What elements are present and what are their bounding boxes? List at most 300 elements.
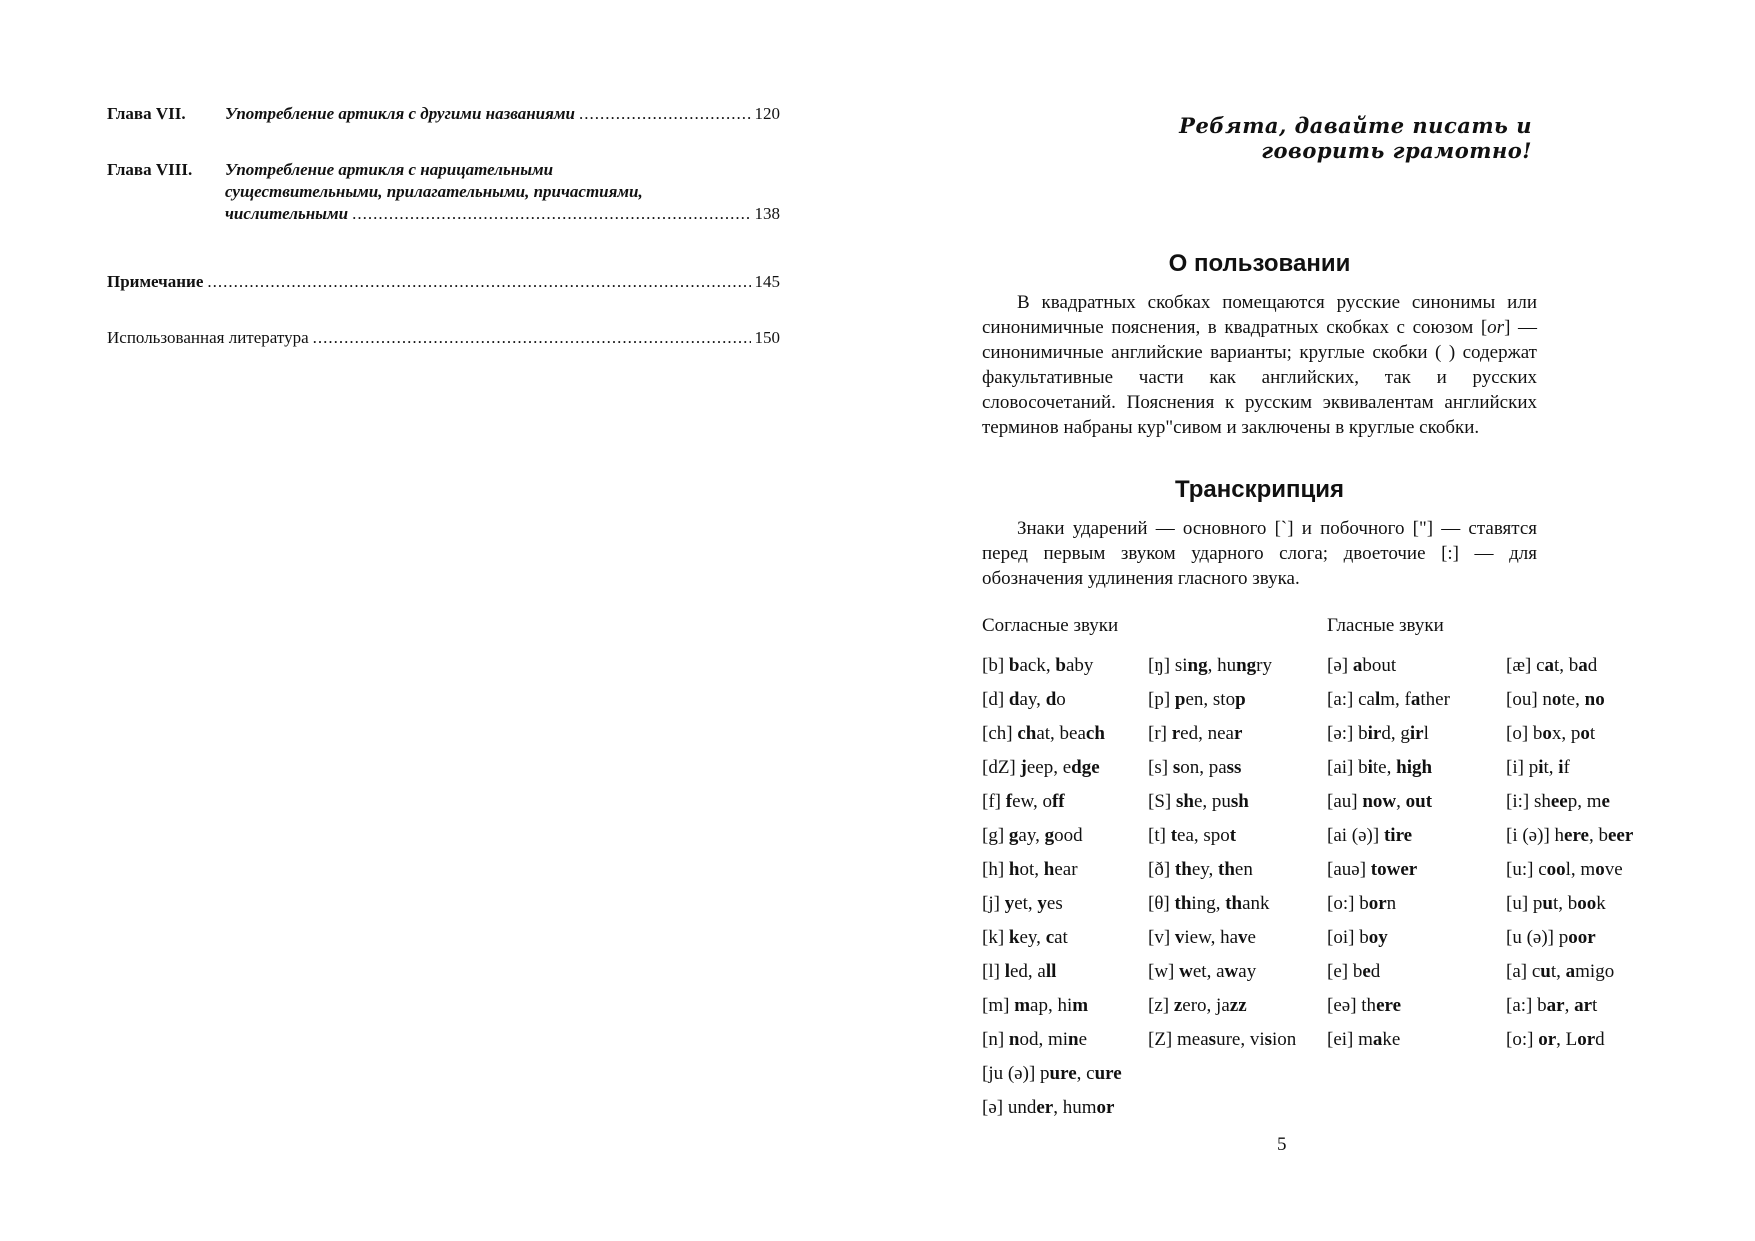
sound-example-text: l, m	[1565, 859, 1596, 880]
sound-example-bold: r	[1233, 723, 1243, 744]
sound-example-text: d	[1595, 1029, 1605, 1050]
consonants-column-1	[982, 649, 1122, 1125]
sound-entry	[982, 887, 1122, 921]
sound-entry	[1506, 751, 1633, 785]
consonants-label: Согласные звуки	[982, 615, 1119, 636]
sound-example-text: [u]	[1506, 893, 1533, 914]
sound-example-text: te,	[1372, 757, 1397, 778]
sound-example-text: und	[1007, 1097, 1037, 1118]
sound-example-text: ew, o	[1012, 791, 1052, 812]
sound-example-text: t	[1589, 723, 1596, 744]
usage-heading: О пользовании	[1168, 250, 1351, 277]
sound-example-bold: ure	[1049, 1063, 1077, 1084]
sound-example-text: ve	[1604, 859, 1623, 880]
sound-example-bold: ll	[1045, 961, 1057, 982]
sound-example-bold: n	[1068, 1029, 1079, 1050]
toc-entry	[107, 271, 780, 293]
sound-example-text: , hu	[1207, 655, 1237, 676]
sound-example-text: [ə]	[982, 1097, 1008, 1118]
sound-example-text: k	[1596, 893, 1606, 914]
sound-example-text: [n]	[982, 1029, 1009, 1050]
sound-example-text: [l]	[982, 961, 1005, 982]
sound-entry	[982, 1091, 1122, 1125]
motto: Ребята, давайте писать и говорить грамотно!	[1179, 113, 1532, 163]
sound-example-bold: j	[1020, 757, 1027, 778]
sound-example-text: t,	[1543, 757, 1559, 778]
sound-example-text: e, pu	[1193, 791, 1231, 812]
sound-example-text: [b]	[982, 655, 1009, 676]
sound-example-bold: i	[1558, 757, 1564, 778]
sound-example-bold: th	[1218, 859, 1235, 880]
sound-entry	[1327, 785, 1450, 819]
sound-example-bold: e	[1601, 791, 1610, 812]
sound-entry	[1327, 989, 1450, 1023]
sound-example-text: [u (ə)]	[1506, 927, 1559, 948]
sound-entry	[1327, 921, 1450, 955]
toc-label: Глава VII.	[107, 104, 186, 123]
sound-example-bold: s	[1172, 757, 1181, 778]
sound-entry	[1506, 921, 1633, 955]
sound-example-text: [ai]	[1327, 757, 1359, 778]
sound-example-text: et, a	[1192, 961, 1225, 982]
sound-example-text: [s]	[1148, 757, 1173, 778]
sound-example-bold: ng	[1187, 655, 1208, 676]
sound-example-bold: a	[1372, 1029, 1383, 1050]
sound-example-text: sh	[1533, 791, 1551, 812]
sound-example-text: on, pa	[1180, 757, 1227, 778]
sound-example-text: [j]	[982, 893, 1005, 914]
sound-example-bold: y	[1004, 893, 1015, 914]
sound-entry	[1327, 649, 1450, 683]
toc-title	[225, 159, 780, 225]
sound-example-text: e	[1078, 1029, 1088, 1050]
sound-example-text: ood	[1054, 825, 1083, 846]
sound-example-text: migo	[1575, 961, 1615, 982]
sound-example-bold: out	[1405, 791, 1433, 812]
sound-example-text: t,	[1550, 961, 1566, 982]
sound-example-bold: u	[1540, 961, 1551, 982]
sound-example-bold: u	[1542, 893, 1553, 914]
sound-example-text: d, g	[1381, 723, 1410, 744]
sound-example-bold: k	[1008, 927, 1020, 948]
sound-example-text: [m]	[982, 995, 1015, 1016]
sound-example-bold: dge	[1071, 757, 1100, 778]
sound-example-text: od, mi	[1019, 1029, 1069, 1050]
vowels-column-2	[1506, 649, 1633, 1057]
sound-example-bold: e	[1362, 961, 1371, 982]
usage-text-part1: В квадратных скобках помещаются русские синонимы или синонимичные пояснения, в квадратных скобках с союзом [	[982, 292, 1537, 338]
sound-entry	[1327, 955, 1450, 989]
sound-example-text: b	[1359, 927, 1369, 948]
vowels-label: Гласные звуки	[1327, 615, 1444, 636]
sound-example-text: [auə]	[1327, 859, 1371, 880]
sound-example-bold: eer	[1608, 825, 1634, 846]
sound-entry	[1506, 819, 1633, 853]
sound-example-text: p	[1528, 757, 1539, 778]
sound-example-text: m, f	[1380, 689, 1411, 710]
sound-example-bold: ee	[1550, 791, 1568, 812]
sound-example-text: d	[1370, 961, 1381, 982]
sound-example-text: [i (ə)]	[1506, 825, 1555, 846]
sound-example-bold: z	[1173, 995, 1183, 1016]
sound-example-text: , b	[1589, 825, 1608, 846]
sound-example-bold: ch	[1017, 723, 1037, 744]
toc-dot-leader	[352, 203, 750, 225]
sound-entry	[1148, 955, 1296, 989]
sound-example-bold: d	[1045, 689, 1057, 710]
sound-entry	[1148, 887, 1296, 921]
sound-example-bold: f	[1005, 791, 1013, 812]
sound-example-bold: or	[1368, 893, 1387, 914]
sound-example-text: en, sto	[1185, 689, 1236, 710]
sound-example-bold: er	[1036, 1097, 1054, 1118]
sound-entry	[982, 921, 1122, 955]
transcription-paragraph	[982, 516, 1537, 591]
sound-entry	[982, 649, 1122, 683]
sound-example-bold: tire	[1383, 825, 1413, 846]
sound-entry	[982, 683, 1122, 717]
sound-example-text: c	[1538, 859, 1547, 880]
sound-example-text: n	[1386, 893, 1397, 914]
sound-example-bold: w	[1179, 961, 1193, 982]
sound-example-text: [ð]	[1148, 859, 1175, 880]
sound-example-text: iew, ha	[1184, 927, 1239, 948]
sound-example-bold: sh	[1230, 791, 1249, 812]
sound-example-bold: o	[1595, 859, 1605, 880]
sound-example-text: [oi]	[1327, 927, 1360, 948]
sound-example-bold: ere	[1564, 825, 1589, 846]
sound-example-bold: r	[1171, 723, 1181, 744]
sound-example-text: eep, e	[1026, 757, 1072, 778]
sound-example-bold: b	[1008, 655, 1020, 676]
sound-example-text: [ŋ]	[1148, 655, 1175, 676]
sound-example-text: [p]	[1148, 689, 1175, 710]
sound-example-text: p, m	[1567, 791, 1602, 812]
sound-example-text: l	[1423, 723, 1429, 744]
sound-example-text: [f]	[982, 791, 1006, 812]
sound-entry	[982, 955, 1122, 989]
sound-example-bold: th	[1174, 859, 1192, 880]
sound-entry	[982, 819, 1122, 853]
sound-example-bold: a	[1544, 655, 1555, 676]
sound-entry	[1148, 649, 1296, 683]
sound-example-bold: sh	[1175, 791, 1194, 812]
sound-entry	[1148, 819, 1296, 853]
sound-example-bold: c	[1045, 927, 1055, 948]
sound-entry	[1327, 819, 1450, 853]
toc-title	[225, 103, 780, 125]
sound-example-text: th	[1361, 995, 1377, 1016]
sound-entry	[1148, 921, 1296, 955]
sound-example-text: [u:]	[1506, 859, 1539, 880]
sound-example-text: ey,	[1019, 927, 1046, 948]
sound-example-bold: high	[1396, 757, 1433, 778]
sound-example-bold: p	[1235, 689, 1246, 710]
sound-example-text: [i]	[1506, 757, 1529, 778]
page-number: 5	[1277, 1134, 1287, 1155]
transcription-text: Знаки ударений — основного [`] и побочного ["] — ставятся перед первым звуком ударного слога; двоеточие [:] — для обозначения удлинения гласного звука.	[982, 518, 1537, 589]
vowels-column-1	[1327, 649, 1450, 1057]
sound-entry	[1148, 1023, 1296, 1057]
sound-example-text: e	[1247, 927, 1256, 948]
sound-example-bold: o	[1542, 723, 1552, 744]
sound-example-text: ry	[1256, 655, 1272, 676]
sound-example-bold: oor	[1568, 927, 1596, 948]
sound-example-text: [ou]	[1506, 689, 1543, 710]
sound-example-text: , L	[1556, 1029, 1578, 1050]
sound-entry	[982, 989, 1122, 1023]
sound-example-text: [a:]	[1506, 995, 1538, 1016]
sound-example-bold: ure	[1094, 1063, 1122, 1084]
sound-example-bold: h	[1043, 859, 1055, 880]
toc-title-line: Употребление артикля с другими названиями	[225, 104, 575, 123]
sound-example-text: ed, a	[1009, 961, 1046, 982]
sound-example-bold: a	[1410, 689, 1421, 710]
toc-entry	[107, 327, 780, 349]
sound-example-text: p	[1558, 927, 1569, 948]
sound-example-bold: w	[1224, 961, 1239, 982]
sound-example-text: [r]	[1148, 723, 1172, 744]
sound-example-text: en	[1234, 859, 1253, 880]
sound-entry	[1148, 989, 1296, 1023]
sound-example-text: [h]	[982, 859, 1009, 880]
sound-example-bold: y	[1037, 893, 1047, 914]
sound-example-text: [ei]	[1327, 1029, 1359, 1050]
sound-example-text: [o:]	[1327, 893, 1360, 914]
sound-example-bold: zz	[1229, 995, 1247, 1016]
sound-example-text: ot,	[1019, 859, 1044, 880]
sound-example-bold: a	[1565, 961, 1576, 982]
sound-example-text: h	[1554, 825, 1565, 846]
sound-example-text: [t]	[1148, 825, 1171, 846]
sound-example-text: [v]	[1148, 927, 1175, 948]
sound-entry	[982, 785, 1122, 819]
usage-text-or: or	[1487, 317, 1505, 338]
sound-example-text: ,	[1396, 791, 1406, 812]
sound-example-text: ay	[1238, 961, 1257, 982]
sound-example-bold: a	[1352, 655, 1363, 676]
sound-example-text: ing,	[1191, 893, 1226, 914]
sound-example-bold: s	[1264, 1029, 1273, 1050]
sound-example-bold: or	[1577, 1029, 1596, 1050]
sound-example-text: ca	[1358, 689, 1375, 710]
sound-example-text: [ju (ə)]	[982, 1063, 1041, 1084]
sound-example-bold: tower	[1370, 859, 1418, 880]
sound-entry	[1506, 955, 1633, 989]
usage-text-part2: ] — синонимичные английские варианты; круглые скобки ( ) содержат факультативные части как английских, так и русских словосочетаний. Пояснения к русским эквивалентам английских терминов набраны кур"сивом и заключены в круглые скобки.	[982, 317, 1537, 438]
toc-label: Глава VIII.	[107, 160, 193, 179]
sound-entry	[982, 751, 1122, 785]
sound-entry	[1148, 683, 1296, 717]
sound-example-text: at, bea	[1036, 723, 1086, 744]
sound-example-bold: or	[1096, 1097, 1115, 1118]
sound-entry	[1148, 751, 1296, 785]
sound-example-text: [ə:]	[1327, 723, 1359, 744]
sound-example-text: [ə]	[1327, 655, 1353, 676]
sound-example-text: si	[1174, 655, 1188, 676]
sound-example-bold: d	[1008, 689, 1020, 710]
sound-example-text: ay,	[1018, 825, 1045, 846]
sound-example-bold: th	[1174, 893, 1192, 914]
sound-entry	[982, 853, 1122, 887]
sound-example-text: [æ]	[1506, 655, 1537, 676]
sound-example-bold: ff	[1051, 791, 1065, 812]
sound-example-text: [S]	[1148, 791, 1176, 812]
sound-example-bold: s	[1208, 1029, 1217, 1050]
sound-example-bold: t	[1170, 825, 1178, 846]
sound-example-bold: ng	[1236, 655, 1257, 676]
sound-example-bold: oo	[1546, 859, 1566, 880]
sound-example-text: n	[1542, 689, 1552, 710]
toc-page: 120	[754, 104, 780, 123]
sound-example-text: b	[1537, 995, 1547, 1016]
sound-example-text: c	[1531, 961, 1541, 982]
sound-example-text: p	[1532, 893, 1543, 914]
left-page	[0, 0, 877, 1241]
toc-title-line: существительными, прилагательными, причастиями,	[225, 182, 643, 201]
sound-example-text: c	[1536, 655, 1545, 676]
toc-page: 145	[754, 272, 780, 291]
sound-example-text: t	[1592, 995, 1598, 1016]
sound-example-text: x, p	[1551, 723, 1581, 744]
toc-page: 138	[754, 204, 780, 223]
sound-example-text: f	[1563, 757, 1570, 778]
sound-example-text: b	[1358, 757, 1368, 778]
sound-example-bold: a	[1578, 655, 1588, 676]
sound-example-bold: v	[1174, 927, 1185, 948]
sound-entry	[1506, 989, 1633, 1023]
sound-entry	[1506, 887, 1633, 921]
sound-example-text: p	[1040, 1063, 1050, 1084]
sound-example-bold: v	[1238, 927, 1248, 948]
toc-title-line: числительными	[225, 204, 349, 223]
sound-example-text: [g]	[982, 825, 1009, 846]
sound-example-bold: h	[1008, 859, 1020, 880]
sound-example-bold: b	[1055, 655, 1066, 676]
sound-example-text: [a]	[1506, 961, 1532, 982]
sound-example-text: ear	[1054, 859, 1078, 880]
sound-example-text: ure, vi	[1216, 1029, 1265, 1050]
sound-example-text: [a:]	[1327, 689, 1359, 710]
sound-example-text: [k]	[982, 927, 1009, 948]
sound-entry	[1506, 683, 1633, 717]
sound-entry	[1327, 853, 1450, 887]
usage-paragraph	[982, 290, 1537, 440]
sound-example-bold: oo	[1577, 893, 1597, 914]
right-page	[877, 0, 1755, 1241]
sound-example-text: ack,	[1019, 655, 1056, 676]
sound-example-bold: ere	[1376, 995, 1402, 1016]
sound-entry	[1506, 1023, 1633, 1057]
sound-example-text: [eə]	[1327, 995, 1362, 1016]
sound-entry	[982, 1023, 1122, 1057]
sound-entry	[1506, 717, 1633, 751]
sound-example-text: te,	[1561, 689, 1585, 710]
sound-example-text: [dZ]	[982, 757, 1021, 778]
sound-example-text: b	[1359, 893, 1369, 914]
sound-example-text: [Z]	[1148, 1029, 1178, 1050]
sound-example-text: aby	[1065, 655, 1094, 676]
sound-example-bold: ch	[1085, 723, 1105, 744]
toc-title-line: Примечание	[107, 272, 204, 291]
sound-example-bold: i	[1367, 757, 1373, 778]
sound-example-text: t, b	[1554, 655, 1579, 676]
sound-entry	[1327, 717, 1450, 751]
sound-example-text: ,	[1564, 995, 1575, 1016]
sound-example-text: es	[1046, 893, 1063, 914]
sound-example-text: [w]	[1148, 961, 1180, 982]
sound-entry	[1327, 887, 1450, 921]
sound-example-text: [o:]	[1506, 1029, 1539, 1050]
sound-example-bold: m	[1014, 995, 1031, 1016]
sound-example-text: ther	[1420, 689, 1450, 710]
sound-example-bold: i	[1538, 757, 1544, 778]
sound-example-bold: p	[1174, 689, 1186, 710]
sound-example-text: ero, ja	[1182, 995, 1230, 1016]
sound-example-text: , hum	[1053, 1097, 1097, 1118]
sound-entry	[1327, 683, 1450, 717]
sound-example-text: ank	[1242, 893, 1270, 914]
sound-example-bold: or	[1538, 1029, 1557, 1050]
sound-example-text: , c	[1076, 1063, 1095, 1084]
sound-example-bold: g	[1008, 825, 1019, 846]
sound-example-text: [ch]	[982, 723, 1018, 744]
sound-example-bold: n	[1008, 1029, 1020, 1050]
sound-example-text: ap, hi	[1030, 995, 1073, 1016]
sound-example-bold: th	[1225, 893, 1243, 914]
sound-example-text: [z]	[1148, 995, 1174, 1016]
sound-entry	[1148, 785, 1296, 819]
sound-example-text: [d]	[982, 689, 1009, 710]
sound-example-bold: ar	[1546, 995, 1565, 1016]
sound-example-bold: ir	[1409, 723, 1424, 744]
toc-dot-leader	[579, 103, 751, 125]
toc-dot-leader	[313, 327, 751, 349]
sound-example-text: ea, spo	[1177, 825, 1230, 846]
sound-example-text: o	[1056, 689, 1066, 710]
sound-example-bold: o	[1551, 689, 1562, 710]
toc-title-line: Употребление артикля с нарицательными	[225, 160, 554, 179]
sound-example-text: d	[1587, 655, 1598, 676]
sound-example-text: at	[1054, 927, 1068, 948]
toc-page: 150	[754, 328, 780, 347]
sound-example-text: ed, nea	[1180, 723, 1234, 744]
sound-example-text: m	[1358, 1029, 1373, 1050]
sound-example-bold: l	[1004, 961, 1010, 982]
sound-example-text: bout	[1362, 655, 1397, 676]
sound-example-text: [ai (ə)]	[1327, 825, 1384, 846]
sound-example-text: mea	[1177, 1029, 1209, 1050]
sound-entry	[1506, 785, 1633, 819]
sound-entry	[1148, 717, 1296, 751]
sound-entry	[1506, 853, 1633, 887]
sound-example-text: b	[1532, 723, 1543, 744]
toc-dot-leader	[207, 271, 750, 293]
sound-entry	[1327, 1023, 1450, 1057]
sound-entry	[1327, 751, 1450, 785]
sound-example-text: et,	[1014, 893, 1038, 914]
sound-example-text: ey,	[1191, 859, 1219, 880]
sound-example-bold: ir	[1367, 723, 1382, 744]
sound-example-text: ion	[1272, 1029, 1297, 1050]
sound-example-text: b	[1352, 961, 1363, 982]
sound-entry	[1506, 649, 1633, 683]
sound-example-text: b	[1358, 723, 1368, 744]
sound-example-text: ay,	[1019, 689, 1046, 710]
sound-example-bold: g	[1044, 825, 1055, 846]
transcription-heading: Транскрипция	[1174, 476, 1345, 503]
sound-example-bold: l	[1375, 689, 1381, 710]
